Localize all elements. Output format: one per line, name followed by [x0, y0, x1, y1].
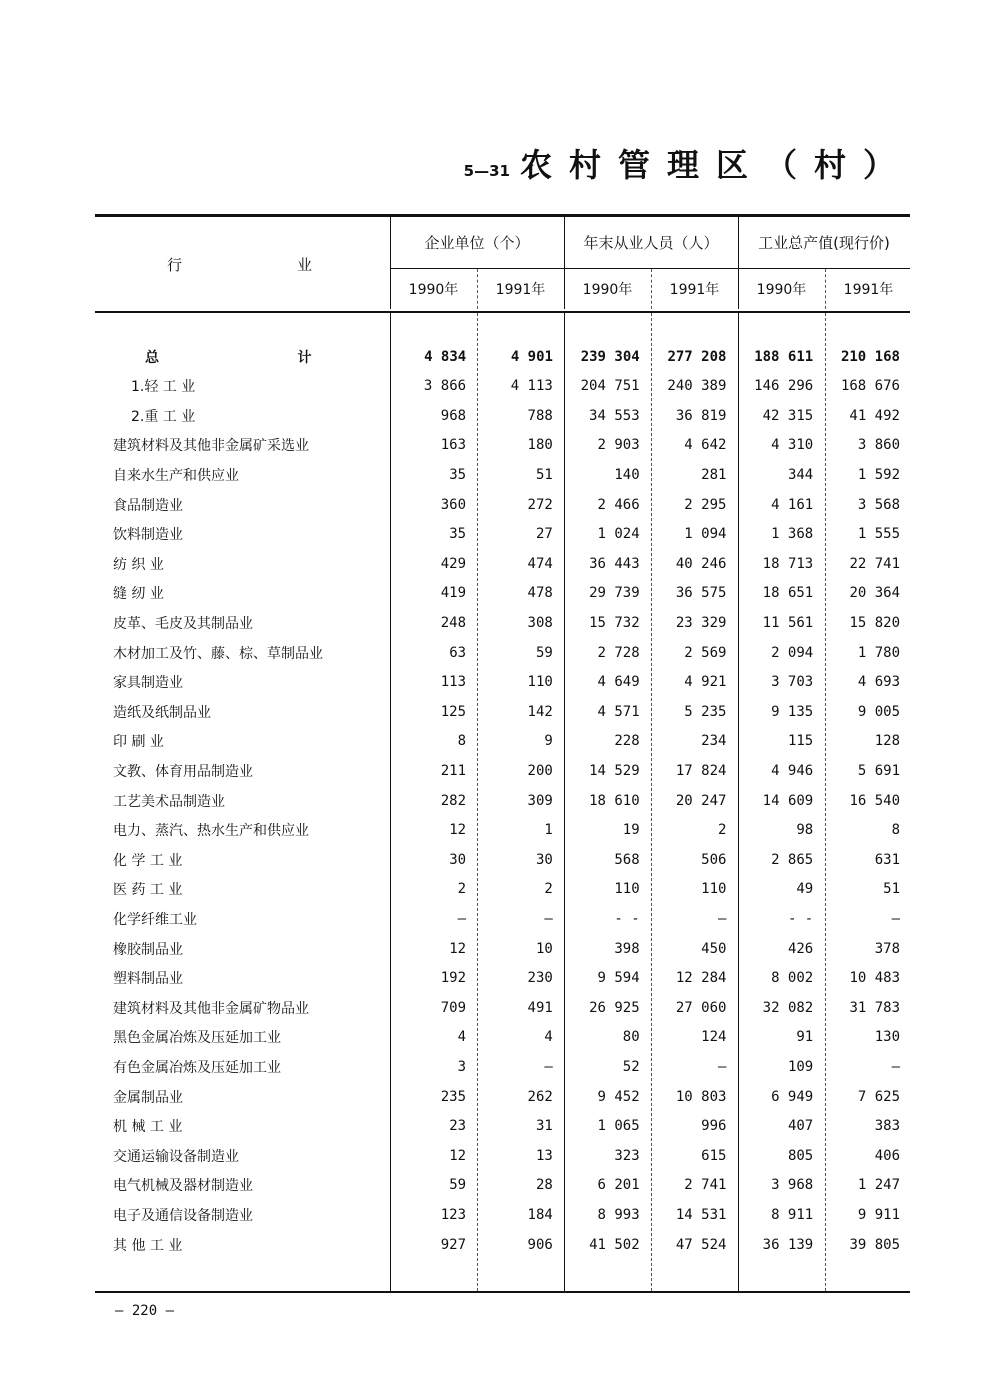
- table-row: [95, 1112, 910, 1141]
- table-cell: 474: [527, 555, 553, 572]
- table-cell: 51: [535, 466, 553, 483]
- table-row: [95, 1052, 910, 1081]
- table-cell: 2 569: [684, 644, 727, 661]
- table-cell: 26 925: [589, 999, 640, 1016]
- table-cell: 2 094: [771, 644, 814, 661]
- table-cell: 282: [440, 792, 467, 809]
- table-cell: 188 611: [754, 348, 814, 365]
- table-cell: 4 161: [771, 496, 814, 513]
- table-cell: 40 246: [675, 555, 727, 572]
- column-divider: [564, 217, 565, 309]
- table-cell: 1 065: [597, 1118, 640, 1135]
- row-label: 文教、体育用品制造业: [113, 763, 253, 780]
- table-cell: 29 739: [589, 585, 640, 602]
- row-label: 印 刷 业: [113, 734, 164, 751]
- table-row: [95, 875, 910, 904]
- table-cell: 35: [449, 526, 467, 543]
- column-divider: [477, 269, 478, 309]
- table-cell: 419: [440, 585, 467, 602]
- table-row: [95, 786, 910, 815]
- column-divider: [651, 269, 652, 309]
- table-cell: 14 531: [675, 1206, 727, 1223]
- table-cell: —: [457, 910, 467, 927]
- table-cell: 1 094: [684, 526, 727, 543]
- table-row: [95, 549, 910, 578]
- table-cell: 80: [622, 1029, 640, 1046]
- industry-header-char-2: 业: [296, 255, 312, 274]
- bottom-rule: [95, 1291, 910, 1293]
- table-cell: 146 296: [754, 378, 814, 395]
- table-cell: 272: [527, 496, 553, 513]
- table-cell: 18 713: [762, 555, 814, 572]
- table-cell: —: [891, 1058, 901, 1075]
- row-label: 化 学 工 业: [113, 852, 183, 869]
- table-cell: 12 284: [675, 970, 727, 987]
- table-cell: 248: [440, 614, 467, 631]
- table-cell: 113: [440, 674, 467, 691]
- table-cell: 8 002: [771, 970, 814, 987]
- table-cell: 631: [874, 851, 901, 868]
- table-cell: 3 860: [857, 437, 901, 454]
- table-row: [95, 1082, 910, 1111]
- table-cell: 344: [787, 466, 814, 483]
- table-cell: 2: [718, 822, 727, 839]
- table-cell: 52: [622, 1058, 640, 1075]
- row-label: 造纸及纸制品业: [113, 704, 211, 721]
- table-cell: 4 571: [597, 703, 640, 720]
- table-cell: 28: [535, 1177, 553, 1194]
- table-cell: 20 364: [849, 585, 901, 602]
- row-label: 纺 织 业: [113, 556, 164, 573]
- table-cell: 506: [701, 851, 727, 868]
- page-number: — 220 —: [115, 1303, 175, 1319]
- table-cell: 407: [787, 1118, 814, 1135]
- table-cell: 15 820: [849, 614, 901, 631]
- table-cell: 128: [874, 733, 901, 750]
- table-cell: 568: [614, 851, 640, 868]
- table-row: [95, 904, 910, 933]
- table-cell: 788: [527, 407, 553, 424]
- table-cell: 184: [527, 1206, 553, 1223]
- table-cell: 1 024: [597, 526, 640, 543]
- table-cell: 262: [527, 1088, 553, 1105]
- table-cell: 4 693: [857, 674, 901, 691]
- table-row: [95, 727, 910, 756]
- table-cell: —: [544, 1058, 553, 1075]
- row-label: 机 械 工 业: [113, 1119, 183, 1136]
- year-header: 1990年: [756, 282, 807, 298]
- table-cell: 4 113: [510, 378, 553, 395]
- table-row: [95, 756, 910, 785]
- table-cell: 59: [449, 1177, 467, 1194]
- table-cell: 4 649: [597, 674, 640, 691]
- table-cell: 35: [449, 466, 467, 483]
- row-label: 医 药 工 业: [113, 882, 183, 899]
- table-cell: 123: [440, 1206, 467, 1223]
- table-cell: 3 568: [857, 496, 901, 513]
- table-cell: 200: [527, 762, 553, 779]
- table-row: [95, 431, 910, 460]
- table-cell: 211: [440, 762, 467, 779]
- table-row: [95, 668, 910, 697]
- table-cell: 10 483: [849, 970, 901, 987]
- table-cell: 4 901: [510, 348, 553, 365]
- table-cell: 6 949: [771, 1088, 814, 1105]
- table-cell: 996: [701, 1118, 727, 1135]
- table-cell: 23 329: [675, 614, 727, 631]
- table-cell: 124: [701, 1029, 727, 1046]
- table-cell: 2 903: [597, 437, 640, 454]
- group-header-employees: 年末从业人员（人）: [564, 217, 738, 269]
- row-label: 橡胶制品业: [113, 941, 183, 958]
- table-cell: 5 691: [857, 762, 901, 779]
- column-divider: [738, 217, 739, 309]
- table-cell: 1: [544, 822, 553, 839]
- table-cell: 3 703: [771, 674, 814, 691]
- table-cell: 98: [796, 822, 814, 839]
- table-cell: 12: [449, 1147, 467, 1164]
- data-table: [95, 214, 910, 1293]
- row-label: 建筑材料及其他非金属矿物品业: [113, 1000, 309, 1017]
- table-cell: 360: [440, 496, 467, 513]
- table-cell: 10: [535, 940, 553, 957]
- year-header: 1991年: [669, 282, 720, 298]
- table-cell: 8 911: [771, 1206, 814, 1223]
- table-cell: 32 082: [762, 999, 814, 1016]
- table-cell: 140: [614, 466, 640, 483]
- table-cell: 10 803: [675, 1088, 727, 1105]
- table-cell: —: [891, 910, 901, 927]
- table-row: [95, 372, 910, 401]
- table-cell: 110: [527, 674, 553, 691]
- table-row: [95, 1023, 910, 1052]
- row-label: 电力、蒸汽、热水生产和供应业: [113, 823, 309, 840]
- group-header-enterprises: 企业单位（个）: [390, 217, 564, 269]
- table-cell: 36 139: [762, 1236, 814, 1253]
- table-cell: 8: [457, 733, 467, 750]
- table-cell: 12: [449, 940, 467, 957]
- table-row: [95, 490, 910, 519]
- table-cell: 125: [440, 703, 467, 720]
- row-label: 自来水生产和供应业: [113, 467, 239, 484]
- table-cell: —: [718, 910, 727, 927]
- table-row: [95, 964, 910, 993]
- table-cell: 168 676: [840, 378, 900, 395]
- row-label: 电子及通信设备制造业: [113, 1207, 253, 1224]
- table-cell: 277 208: [667, 348, 727, 365]
- table-cell: 19: [622, 822, 640, 839]
- table-cell: 20 247: [675, 792, 727, 809]
- table-cell: 9 911: [857, 1206, 901, 1223]
- table-cell: 130: [874, 1029, 901, 1046]
- row-label: 家具制造业: [113, 675, 183, 692]
- table-cell: 2 741: [684, 1177, 727, 1194]
- table-cell: 22 741: [849, 555, 901, 572]
- table-cell: 9 452: [597, 1088, 640, 1105]
- table-cell: 3 866: [423, 378, 467, 395]
- group-header-output: 工业总产值(现行价): [738, 217, 910, 269]
- table-cell: 4 834: [424, 348, 467, 365]
- table-cell: 8: [891, 822, 901, 839]
- table-row: [95, 1200, 910, 1229]
- table-cell: 3 968: [771, 1177, 814, 1194]
- row-label: 饮料制造业: [113, 527, 183, 544]
- table-cell: 210 168: [840, 348, 900, 365]
- table-cell: 142: [527, 703, 553, 720]
- table-cell: 9 135: [771, 703, 814, 720]
- row-label: 其 他 工 业: [113, 1237, 183, 1254]
- row-label: 化学纤维工业: [113, 911, 197, 928]
- table-cell: 281: [701, 466, 727, 483]
- row-label: [95, 347, 389, 367]
- table-cell: 91: [796, 1029, 814, 1046]
- table-cell: 2 295: [684, 496, 727, 513]
- table-cell: 109: [787, 1058, 814, 1075]
- table-cell: 14 609: [762, 792, 814, 809]
- table-cell: 39 805: [849, 1236, 901, 1253]
- row-label-part: 总: [145, 349, 159, 366]
- table-cell: 16 540: [849, 792, 901, 809]
- row-label: 皮革、毛皮及其制品业: [113, 615, 253, 632]
- table-cell: 450: [701, 940, 727, 957]
- table-cell: 192: [440, 970, 467, 987]
- table-cell: 110: [701, 881, 727, 898]
- table-cell: 42 315: [762, 407, 814, 424]
- table-row: [95, 993, 910, 1022]
- table-cell: 234: [701, 733, 727, 750]
- table-cell: 36 443: [589, 555, 640, 572]
- table-header: [95, 217, 910, 311]
- row-label: 建筑材料及其他非金属矿采选业: [113, 438, 309, 455]
- table-cell: 383: [874, 1118, 901, 1135]
- table-cell: 9 005: [857, 703, 901, 720]
- row-label: 木材加工及竹、藤、棕、草制品业: [113, 645, 323, 662]
- table-cell: 36 819: [675, 407, 727, 424]
- row-label: 食品制造业: [113, 497, 183, 514]
- row-label: 2.重 工 业: [131, 408, 196, 425]
- row-label: 缝 纫 业: [113, 586, 164, 603]
- row-label: 工艺美术品制造业: [113, 793, 225, 810]
- year-header: 1991年: [495, 282, 546, 298]
- table-cell: 4 310: [771, 437, 814, 454]
- table-row: [95, 816, 910, 845]
- table-cell: 4 946: [771, 762, 814, 779]
- year-header: 1991年: [843, 282, 894, 298]
- table-cell: 36 575: [675, 585, 727, 602]
- table-body: [95, 313, 910, 1291]
- industry-header: [95, 217, 390, 311]
- table-cell: 4 921: [684, 674, 727, 691]
- table-cell: 968: [440, 407, 467, 424]
- table-cell: 235: [440, 1088, 467, 1105]
- table-cell: 5 235: [684, 703, 727, 720]
- table-cell: 51: [883, 881, 901, 898]
- row-label: 交通运输设备制造业: [113, 1148, 239, 1165]
- table-cell: 2: [544, 881, 553, 898]
- table-title-text: 农村管理区（村）: [519, 146, 912, 184]
- table-cell: 9: [544, 733, 553, 750]
- table-cell: 12: [449, 822, 467, 839]
- table-row: [95, 1141, 910, 1170]
- table-cell: 230: [527, 970, 553, 987]
- table-cell: 1 780: [857, 644, 901, 661]
- table-cell: 4: [457, 1029, 467, 1046]
- table-row: [95, 1171, 910, 1200]
- table-cell: 8 993: [597, 1206, 640, 1223]
- table-row: [95, 638, 910, 667]
- row-label: 金属制品业: [113, 1089, 183, 1106]
- column-divider: [825, 269, 826, 309]
- table-cell: 30: [449, 851, 467, 868]
- industry-header-char-1: 行: [167, 255, 183, 274]
- table-cell: 15 732: [589, 614, 640, 631]
- table-row: [95, 697, 910, 726]
- row-label: 黑色金属冶炼及压延加工业: [113, 1030, 281, 1047]
- table-cell: 1 368: [771, 526, 814, 543]
- table-cell: 31: [535, 1118, 553, 1135]
- table-cell: 309: [527, 792, 553, 809]
- table-cell: 204 751: [580, 378, 640, 395]
- table-cell: 2: [457, 881, 467, 898]
- table-row: [95, 845, 910, 874]
- column-divider: [390, 217, 391, 309]
- table-cell: 3: [457, 1058, 467, 1075]
- table-row: [95, 460, 910, 489]
- table-cell: 406: [874, 1147, 901, 1164]
- table-cell: 478: [527, 585, 553, 602]
- table-cell: 2 466: [597, 496, 640, 513]
- table-cell: 18 610: [589, 792, 640, 809]
- table-cell: 163: [440, 437, 467, 454]
- table-cell: 398: [614, 940, 640, 957]
- row-label: 1.轻 工 业: [131, 379, 196, 396]
- table-cell: 41 502: [589, 1236, 640, 1253]
- table-cell: 4: [544, 1029, 553, 1046]
- table-cell: - -: [787, 910, 814, 927]
- table-cell: 115: [787, 733, 814, 750]
- table-cell: 47 524: [675, 1236, 727, 1253]
- table-cell: 34 553: [589, 407, 640, 424]
- table-cell: 6 201: [597, 1177, 640, 1194]
- table-cell: 27: [535, 526, 553, 543]
- table-cell: 9 594: [597, 970, 640, 987]
- table-cell: 426: [787, 940, 814, 957]
- row-label-part: 计: [297, 349, 312, 366]
- table-cell: 41 492: [849, 407, 900, 424]
- table-cell: 11 561: [762, 614, 814, 631]
- table-cell: 2 728: [597, 644, 640, 661]
- table-cell: 110: [614, 881, 640, 898]
- table-cell: 615: [701, 1147, 727, 1164]
- table-cell: 378: [874, 940, 901, 957]
- table-title: [464, 140, 912, 186]
- row-label: 塑料制品业: [113, 971, 183, 988]
- table-cell: —: [718, 1058, 727, 1075]
- table-row: [95, 1230, 910, 1259]
- table-cell: —: [544, 910, 553, 927]
- table-row: [95, 401, 910, 430]
- table-cell: 1 592: [857, 466, 901, 483]
- table-cell: 1 247: [857, 1177, 901, 1194]
- table-cell: 308: [527, 614, 553, 631]
- table-cell: 27 060: [675, 999, 727, 1016]
- table-cell: 240 389: [667, 378, 727, 395]
- table-cell: 17 824: [675, 762, 727, 779]
- table-row: [95, 520, 910, 549]
- table-cell: 180: [527, 437, 553, 454]
- table-cell: 31 783: [849, 999, 901, 1016]
- table-cell: 7 625: [857, 1088, 901, 1105]
- table-cell: 228: [614, 733, 640, 750]
- year-header: 1990年: [582, 282, 633, 298]
- row-label: 电气机械及器材制造业: [113, 1178, 253, 1195]
- table-cell: 1 555: [857, 526, 901, 543]
- table-cell: 23: [449, 1118, 467, 1135]
- table-cell: 14 529: [589, 762, 640, 779]
- row-label: 有色金属冶炼及压延加工业: [113, 1059, 281, 1076]
- table-cell: 49: [796, 881, 814, 898]
- table-cell: 709: [440, 999, 467, 1016]
- table-row-total: [95, 342, 910, 371]
- table-cell: 906: [527, 1236, 553, 1253]
- table-row: [95, 579, 910, 608]
- table-cell: 4 642: [684, 437, 727, 454]
- table-cell: 805: [787, 1147, 814, 1164]
- table-cell: 927: [440, 1236, 467, 1253]
- table-cell: 491: [527, 999, 553, 1016]
- table-cell: 63: [449, 644, 467, 661]
- table-cell: - -: [614, 910, 640, 927]
- year-header: 1990年: [408, 282, 459, 298]
- table-row: [95, 608, 910, 637]
- table-cell: 239 304: [580, 348, 640, 365]
- table-number: 5—31: [463, 162, 510, 180]
- table-cell: 59: [535, 644, 553, 661]
- table-cell: 18 651: [762, 585, 814, 602]
- table-cell: 30: [535, 851, 553, 868]
- table-cell: 323: [614, 1147, 640, 1164]
- table-row: [95, 934, 910, 963]
- table-cell: 429: [440, 555, 467, 572]
- table-cell: 2 865: [771, 851, 814, 868]
- table-cell: 13: [535, 1147, 553, 1164]
